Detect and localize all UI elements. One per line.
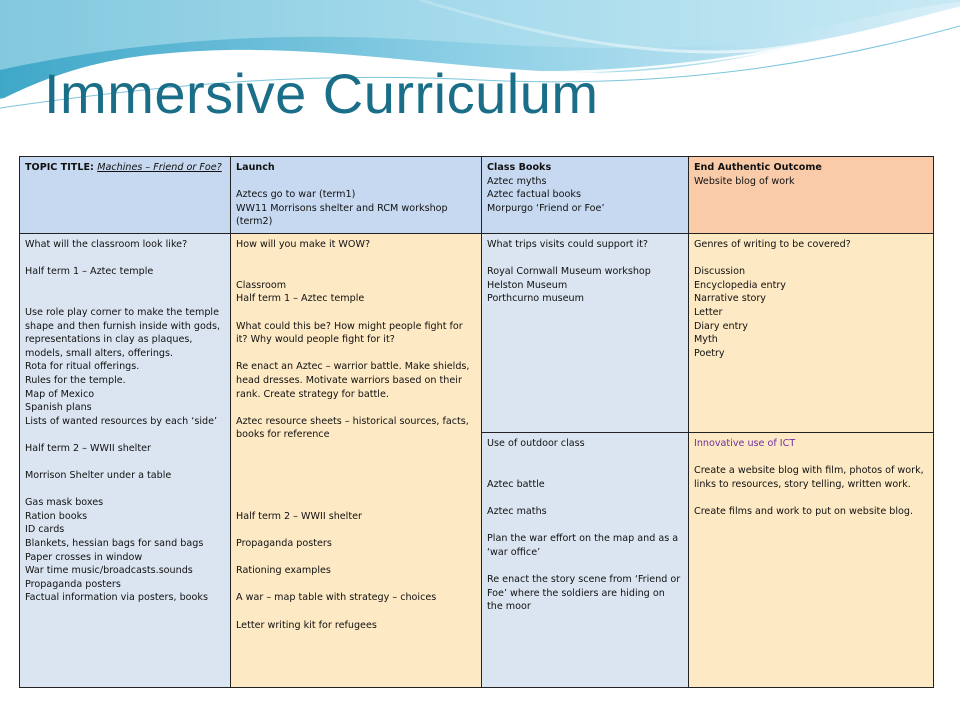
- genre-item: Poetry: [694, 347, 725, 359]
- classroom-item: Use role play corner to make the temple shape and then furnish inside with gods, representations in clay as plaques, models, small alters, offerings.: [25, 306, 221, 359]
- genre-item: Narrative story: [694, 293, 766, 305]
- classroom-cell: [20, 233, 231, 687]
- topic-cell: [20, 157, 231, 234]
- outcome-item: Website blog of work: [694, 175, 795, 187]
- slide-title: Immersive Curriculum: [44, 62, 599, 125]
- wow-paragraph: Propaganda posters: [236, 538, 332, 550]
- outdoor-paragraph: Aztec battle: [487, 478, 545, 490]
- book-item: Aztec myths: [487, 175, 547, 187]
- trips-cell: [482, 233, 689, 432]
- body-row-1: [20, 233, 934, 432]
- wow-paragraph: What could this be? How might people fight for it? Why would people fight for it?: [236, 320, 463, 346]
- classroom-item: Gas mask boxes: [25, 497, 104, 509]
- classroom-item: Rota for ritual offerings.: [25, 361, 140, 373]
- header-row: [20, 157, 934, 234]
- wow-paragraph: Letter writing kit for refugees: [236, 619, 377, 631]
- wow-question: How will you make it WOW?: [236, 238, 371, 250]
- classroom-item: ID cards: [25, 524, 65, 536]
- genre-item: Discussion: [694, 266, 746, 278]
- outcome-cell: [689, 157, 934, 234]
- outdoor-cell: [482, 432, 689, 687]
- wow-classroom: Classroom: [236, 279, 287, 291]
- classroom-item: Lists of wanted resources by each ‘side’: [25, 415, 218, 427]
- class-books-cell: [482, 157, 689, 234]
- launch-line: Aztecs go to war (term1): [236, 189, 356, 201]
- genres-cell: [689, 233, 934, 432]
- wow-ht1: Half term 1 – Aztec temple: [236, 293, 365, 305]
- outcome-title: End Authentic Outcome: [694, 162, 822, 173]
- topic-label: TOPIC TITLE:: [25, 162, 98, 173]
- ict-cell: [689, 432, 934, 687]
- launch-line: WW11 Morrisons shelter and RCM workshop (term2): [236, 202, 448, 228]
- wow-paragraph: Rationing examples: [236, 565, 331, 577]
- wow-paragraph: Aztec resource sheets – historical sources, facts, books for reference: [236, 415, 469, 441]
- wow-ht2: Half term 2 – WWII shelter: [236, 510, 362, 522]
- ict-paragraph: Create a website blog with film, photos of work, links to resources, story telling, written work.: [694, 465, 924, 490]
- book-item: Morpurgo ‘Friend or Foe’: [487, 202, 605, 214]
- classroom-item: Blankets, hessian bags for sand bags: [25, 538, 204, 550]
- classroom-ht2-intro: Morrison Shelter under a table: [25, 470, 172, 482]
- outdoor-paragraph: Re enact the story scene from ‘Friend or Foe’ where the soldiers are hiding on the moor: [487, 573, 681, 613]
- genre-item: Myth: [694, 334, 718, 346]
- trip-item: Porthcurno museum: [487, 293, 584, 305]
- classroom-item: Ration books: [25, 510, 88, 522]
- classroom-item: Spanish plans: [25, 402, 92, 414]
- classroom-item: War time music/broadcasts.sounds: [25, 565, 193, 577]
- ict-paragraph: Create films and work to put on website blog.: [694, 505, 914, 517]
- curriculum-table: [19, 156, 934, 688]
- classroom-ht1: Half term 1 – Aztec temple: [25, 266, 154, 278]
- trip-item: Royal Cornwall Museum workshop: [487, 266, 651, 278]
- classroom-item: Propaganda posters: [25, 578, 121, 590]
- wow-paragraph: Re enact an Aztec – warrior battle. Make shields, head dresses. Motivate warriors based on their rank. Create strategy for battle.: [236, 361, 470, 400]
- classroom-item: Rules for the temple.: [25, 374, 126, 386]
- outdoor-paragraph: Aztec maths: [487, 505, 547, 517]
- genre-item: Diary entry: [694, 320, 748, 332]
- classroom-item: Map of Mexico: [25, 388, 95, 400]
- genre-item: Encyclopedia entry: [694, 279, 786, 291]
- outdoor-question: Use of outdoor class: [487, 437, 585, 449]
- wow-cell: [231, 233, 482, 687]
- topic-value: Machines – Friend or Foe?: [97, 162, 222, 173]
- books-title: Class Books: [487, 162, 552, 173]
- genre-item: Letter: [694, 306, 723, 318]
- trip-item: Helston Museum: [487, 279, 568, 291]
- classroom-item: Paper crosses in window: [25, 551, 143, 563]
- trips-question: What trips visits could support it?: [487, 238, 649, 250]
- book-item: Aztec factual books: [487, 189, 581, 201]
- genres-question: Genres of writing to be covered?: [694, 238, 851, 250]
- classroom-item: Factual information via posters, books: [25, 592, 208, 604]
- ict-heading: Innovative use of ICT: [694, 437, 796, 449]
- outdoor-paragraph: Plan the war effort on the map and as a ‘war office’: [487, 533, 679, 558]
- classroom-ht2: Half term 2 – WWII shelter: [25, 442, 151, 454]
- launch-cell: [231, 157, 482, 234]
- launch-title: Launch: [236, 162, 275, 173]
- classroom-question: What will the classroom look like?: [25, 238, 188, 250]
- wow-paragraph: A war – map table with strategy – choices: [236, 592, 437, 604]
